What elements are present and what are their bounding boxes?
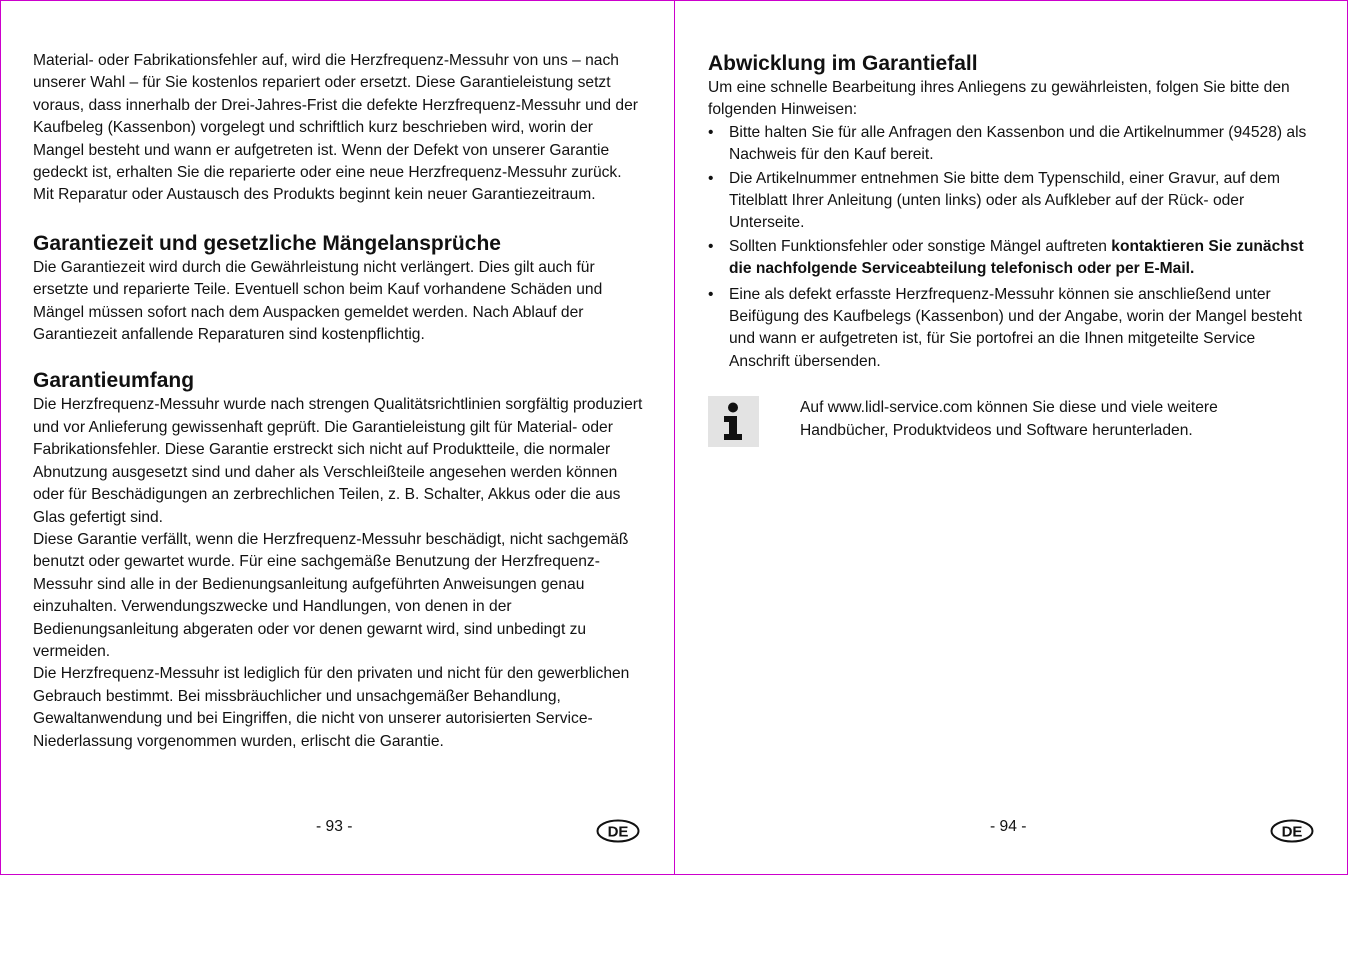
bullet-icon: • — [708, 169, 714, 187]
warranty-claims-intro: Um eine schnelle Bearbeitung ihres Anliegens zu gewährleisten, folgen Sie bitte den folgenden Hinweisen: — [708, 79, 1290, 119]
list-item-bold-text: kontaktieren Sie zunächst die nachfolgende Serviceabteilung telefonisch oder per E-Mail. — [729, 237, 1304, 278]
info-text: Auf www.lidl-service.com können Sie diese und viele weitere Handbücher, Produktvideos und Software herunterladen. — [800, 399, 1218, 439]
warranty-scope-paragraph-2: Diese Garantie verfällt, wenn die Herzfrequenz-Messuhr beschädigt, nicht sachgemäß benutzt oder gewartet wurde. Für eine sachgemäße Benutzung der Herzfrequenz-Messuhr sind alle in der Bedienungsanleitung aufgeführten Anweisungen genau einzuhalten. Verwendungszwecke und Handlungen, von denen in der Bedienungsanleitung abgeraten oder vor denen gewarnt wird, sind unbedingt zu vermeiden. — [33, 530, 629, 660]
list-item — [708, 122, 1318, 167]
list-item — [708, 284, 1318, 374]
warranty-scope-paragraph-1: Die Herzfrequenz-Messuhr wurde nach strengen Qualitätsrichtlinien sorgfältig produziert und vor Anlieferung gewissenhaft geprüft. Die Garantieleistung gilt für Material- oder Fabrikationsfehler. Diese Garantie erstreckt sich nicht auf Produktteile, die normaler Abnutzung ausgesetzt sind und daher als Verschleißteile angesehen werden können oder für Beschädigungen an zerbrechlichen Teilen, z. B. Schalter, Akkus oder die aus Glas gefertigt sind. — [33, 396, 643, 526]
bullet-icon: • — [708, 285, 714, 303]
intro-paragraph: Material- oder Fabrikationsfehler auf, wird die Herzfrequenz-Messuhr von uns – nach unserer Wahl – für Sie kostenlos repariert oder ersetzt. Diese Garantieleistung setzt voraus, dass innerhalb der Drei-Jahres-Frist die defekte Herzfrequenz-Messuhr und der Kaufbeleg (Kassenbon) vorgelegt und schriftlich kurz beschrieben wird, worin der Mangel besteht und wann er aufgetreten ist. Wenn der Defekt von unserer Garantie gedeckt ist, erhalten Sie die reparierte oder eine neue Herzfrequenz-Messuhr zurück. Mit Reparatur oder Austausch des Produkts beginnt kein neuer Garantiezeitraum. — [33, 52, 638, 204]
page-93 — [0, 0, 674, 875]
heading-warranty-period: Garantiezeit und gesetzliche Mängelansprüche — [33, 231, 501, 255]
list-item — [708, 236, 1318, 281]
warranty-claims-list — [708, 122, 1318, 373]
warranty-scope-paragraph-3: Die Herzfrequenz-Messuhr ist lediglich für den privaten und nicht für den gewerblichen Gebrauch bestimmt. Bei missbräuchlicher und unsachgemäßer Behandlung, Gewaltanwendung und bei Eingriffen, die nicht von unserer autorisierten Service-Niederlassung vorgenommen wurden, erlischt die Garantie. — [33, 665, 630, 750]
language-badge — [596, 819, 640, 843]
info-icon — [708, 396, 759, 447]
list-item-text: Sollten Funktionsfehler oder sonstige Mängel auftreten — [729, 237, 1112, 255]
heading-warranty-scope: Garantieumfang — [33, 369, 195, 393]
list-item-text: Die Artikelnummer entnehmen Sie bitte dem Typenschild, einer Gravur, auf dem Titelblatt Ihrer Anleitung (unten links) oder als Aufkleber auf der Rück- oder Unterseite. — [729, 169, 1280, 232]
bullet-icon: • — [708, 237, 714, 255]
page-94-content — [708, 51, 1318, 448]
list-item-text: Bitte halten Sie für alle Anfragen den Kassenbon und die Artikelnummer (94528) als Nachweis für den Kauf bereit. — [729, 123, 1307, 164]
list-item — [708, 168, 1318, 235]
language-badge-label: DE — [607, 823, 629, 841]
page-94 — [675, 0, 1348, 875]
page-number: - 94 - — [990, 818, 1027, 835]
heading-warranty-claims: Abwicklung im Garantiefall — [708, 52, 978, 75]
page-93-content — [33, 50, 645, 753]
language-badge-label: DE — [1281, 823, 1303, 841]
info-box — [708, 396, 1318, 448]
bullet-icon: • — [708, 123, 714, 141]
list-item-text: Eine als defekt erfasste Herzfrequenz-Messuhr können sie anschließend unter Beifügung des Kaufbelegs (Kassenbon) und der Angabe, worin der Mangel besteht und wann er aufgetreten ist, für Sie portofrei an die Ihnen mitgeteilte Service Anschrift übersenden. — [729, 285, 1303, 370]
page-number: - 93 - — [316, 818, 353, 835]
language-badge — [1270, 819, 1314, 843]
warranty-period-text: Die Garantiezeit wird durch die Gewährleistung nicht verlängert. Dies gilt auch für ersetzte und reparierte Teile. Eventuell schon beim Kauf vorhandene Schäden und Mängel müssen sofort nach dem Auspacken gemeldet werden. Nach Ablauf der Garantiezeit anfallende Reparaturen sind kostenpflichtig. — [33, 258, 603, 344]
